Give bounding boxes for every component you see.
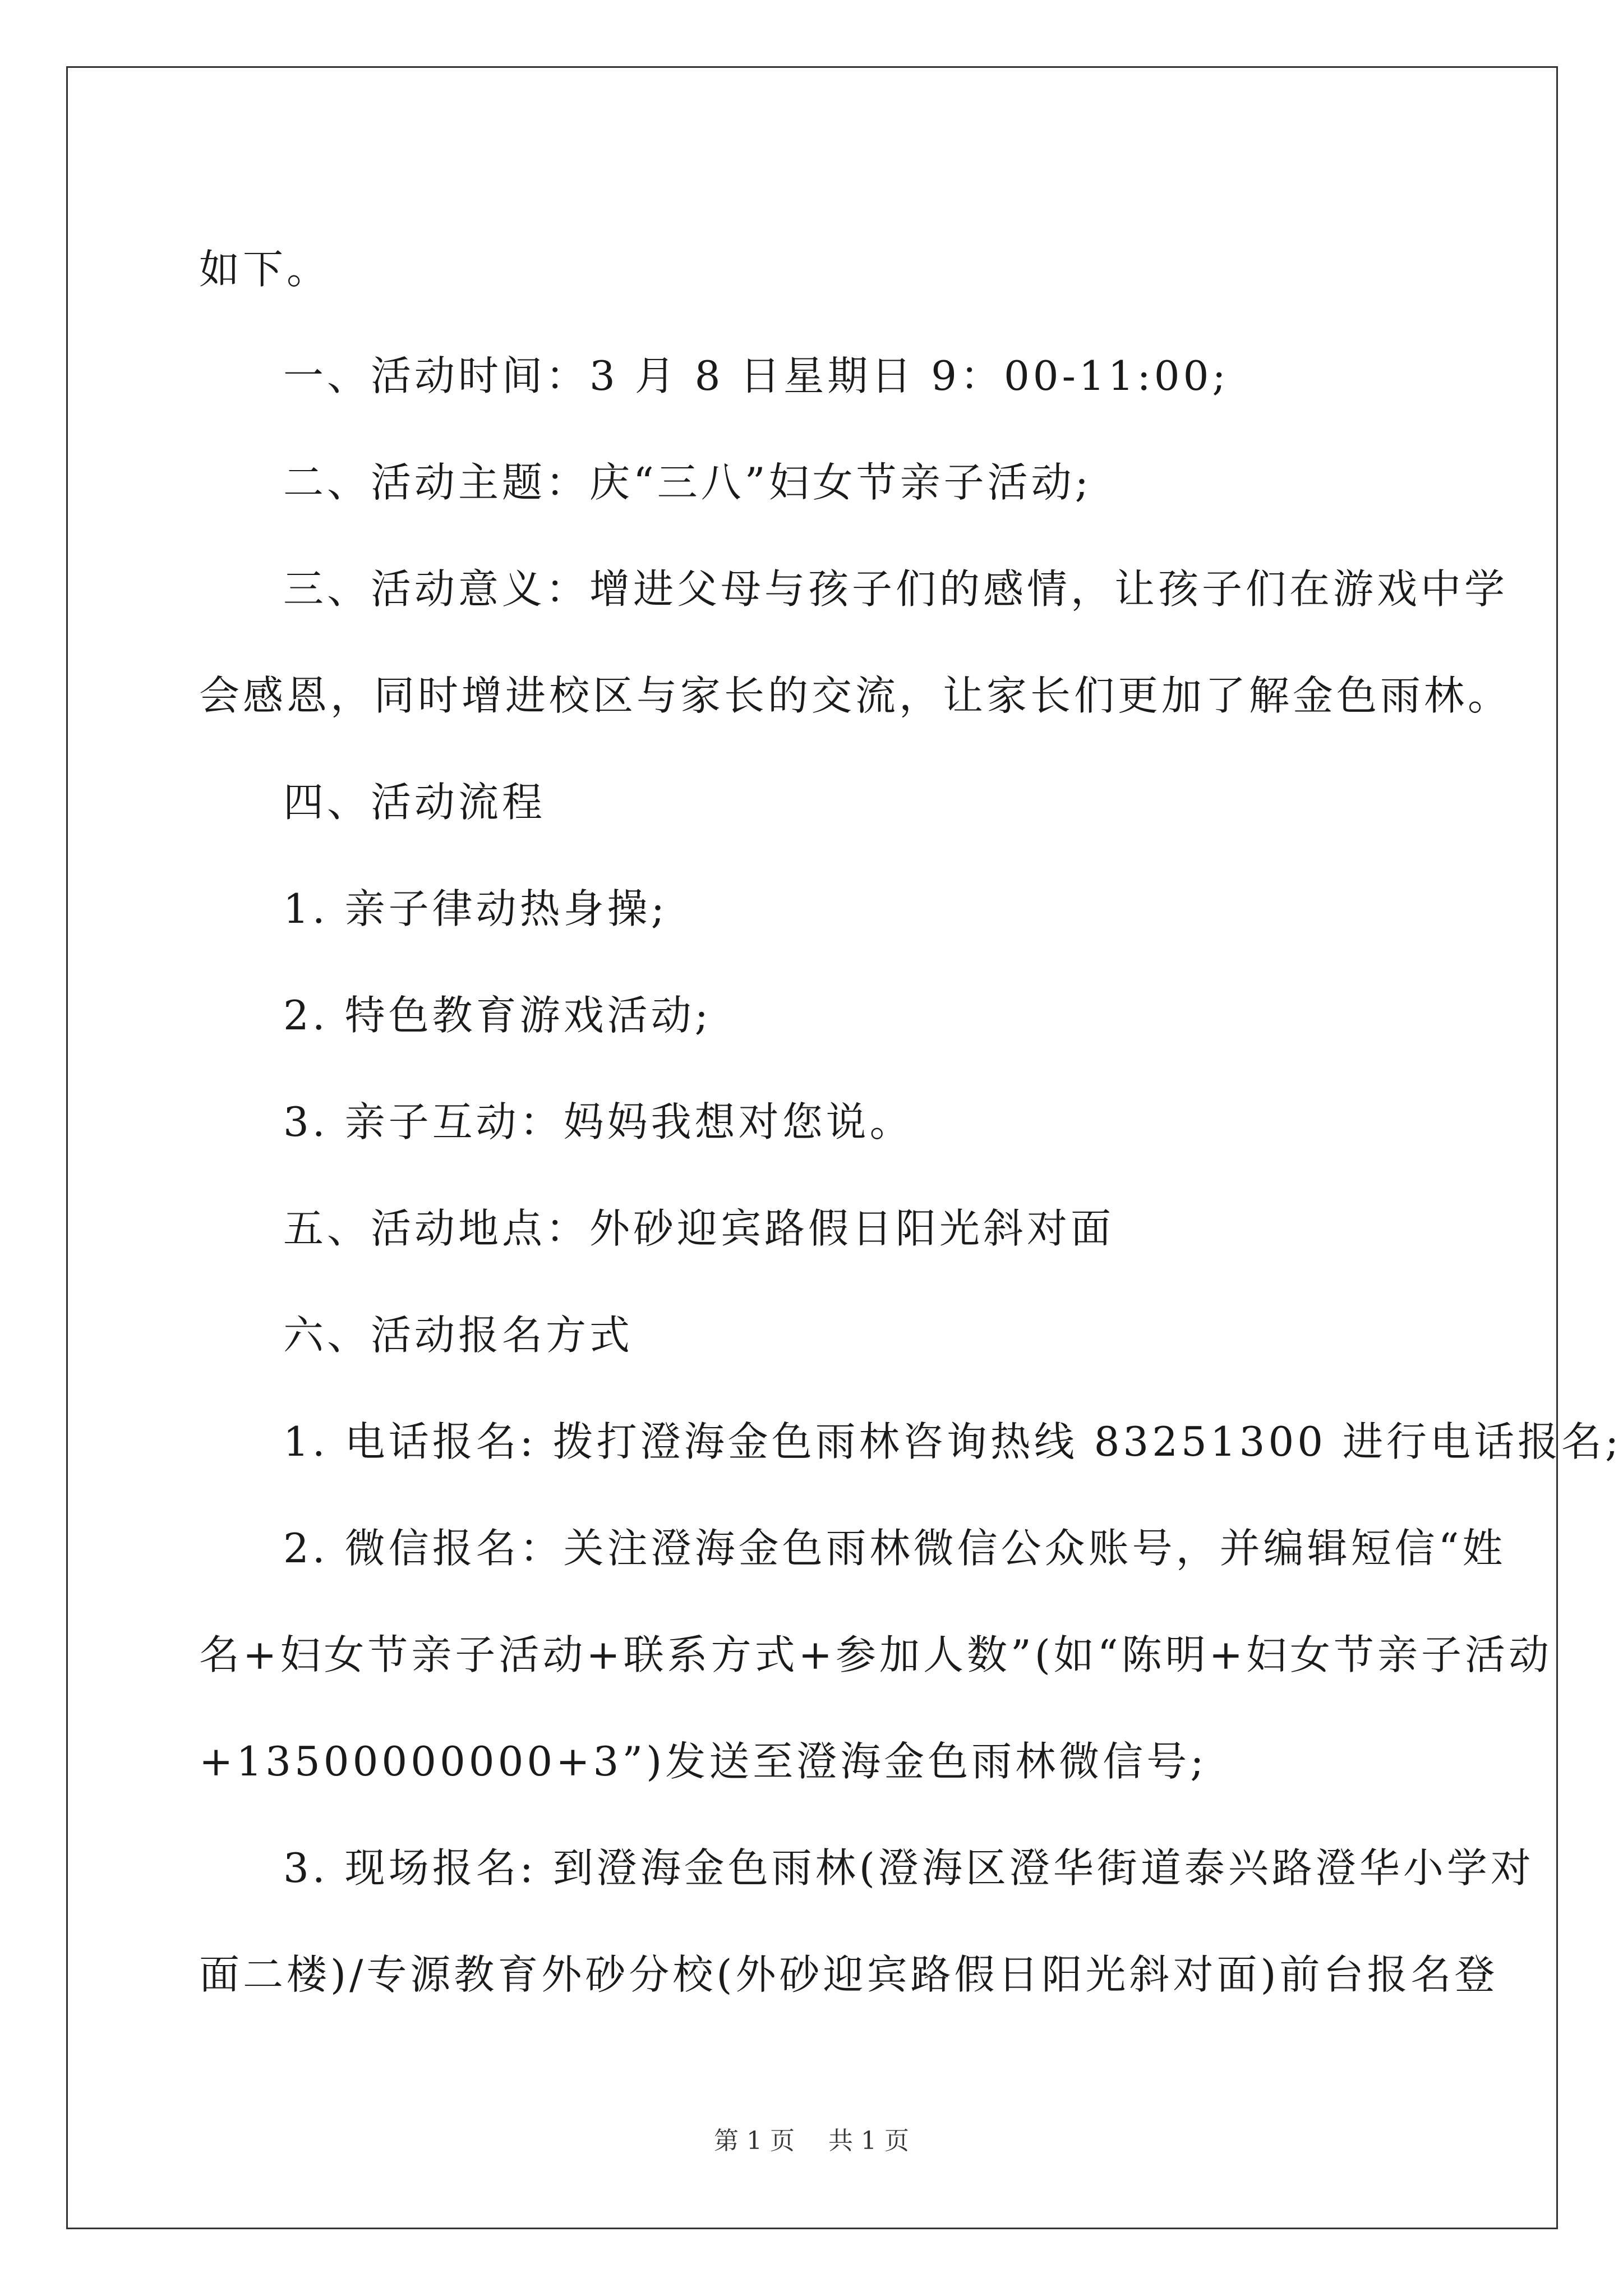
- text-line: 2. 特色教育游戏活动;: [283, 992, 712, 1039]
- text-line: 3. 现场报名: 到澄海金色雨林(澄海区澄华街道泰兴路澄华小学对: [283, 1844, 1534, 1892]
- text-line: 五、活动地点：外砂迎宾路假日阳光斜对面: [283, 1205, 1115, 1252]
- text-line: 名+妇女节亲子活动+联系方式+参加人数”(如“陈明+妇女节亲子活动: [199, 1631, 1553, 1678]
- text-line: 六、活动报名方式: [283, 1312, 634, 1359]
- page-number-current: 第 1 页: [714, 2127, 795, 2155]
- text-line: 如下。: [199, 246, 331, 293]
- text-line: +13500000000+3”)发送至澄海金色雨林微信号;: [199, 1738, 1207, 1785]
- text-line: 面二楼)/专源教育外砂分校(外砂迎宾路假日阳光斜对面)前台报名登: [199, 1951, 1498, 1998]
- text-line: 四、活动流程: [283, 779, 546, 826]
- text-line: 3. 亲子互动：妈妈我想对您说。: [283, 1098, 914, 1145]
- page-number-total: 共 1 页: [828, 2127, 909, 2155]
- text-line: 1. 电话报名: 拨打澄海金色雨林咨询热线 83251300 进行电话报名;: [283, 1418, 1622, 1465]
- text-line: 三、活动意义：增进父母与孩子们的感情，让孩子们在游戏中学: [283, 565, 1509, 613]
- text-line: 二、活动主题：庆“三八”妇女节亲子活动;: [283, 459, 1092, 506]
- text-line: 会感恩，同时增进校区与家长的交流，让家长们更加了解金色雨林。: [199, 672, 1512, 719]
- text-line: 2. 微信报名：关注澄海金色雨林微信公众账号，并编辑短信“姓: [283, 1525, 1506, 1572]
- text-line: 1. 亲子律动热身操;: [283, 885, 668, 932]
- text-line: 一、活动时间：3 月 8 日星期日 9：00-11:00;: [283, 352, 1229, 399]
- page-footer: [0, 2120, 1623, 2156]
- document-body: [199, 216, 1622, 2028]
